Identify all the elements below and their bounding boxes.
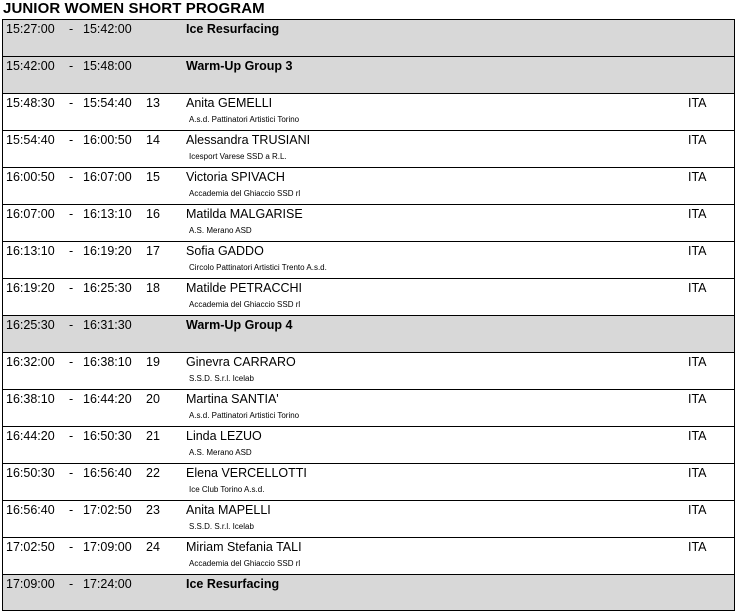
schedule-skater-row bbox=[2, 500, 735, 537]
end-time: 17:09:00 bbox=[83, 540, 132, 554]
end-time: 16:44:20 bbox=[83, 392, 132, 406]
schedule-break-row bbox=[2, 315, 735, 352]
club-name: Ice Club Torino A.s.d. bbox=[189, 485, 265, 494]
schedule-skater-row bbox=[2, 278, 735, 315]
time-separator: - bbox=[69, 429, 74, 443]
skater-name: Elena VERCELLOTTI bbox=[186, 466, 307, 480]
nation-code: ITA bbox=[688, 429, 707, 443]
club-name: Icesport Varese SSD a R.L. bbox=[189, 152, 287, 161]
end-time: 17:02:50 bbox=[83, 503, 132, 517]
time-separator: - bbox=[69, 96, 74, 110]
start-time: 16:25:30 bbox=[6, 318, 55, 332]
club-name: S.S.D. S.r.l. Icelab bbox=[189, 374, 254, 383]
skater-name: Martina SANTIA' bbox=[186, 392, 279, 406]
end-time: 16:50:30 bbox=[83, 429, 132, 443]
end-time: 16:38:10 bbox=[83, 355, 132, 369]
schedule-skater-row bbox=[2, 93, 735, 130]
skater-name: Anita MAPELLI bbox=[186, 503, 271, 517]
start-time: 17:09:00 bbox=[6, 577, 55, 591]
nation-code: ITA bbox=[688, 392, 707, 406]
event-label: Ice Resurfacing bbox=[186, 577, 280, 591]
end-time: 15:54:40 bbox=[83, 96, 132, 110]
schedule-skater-row bbox=[2, 204, 735, 241]
nation-code: ITA bbox=[688, 207, 707, 221]
starting-number: 23 bbox=[146, 503, 160, 517]
start-time: 16:38:10 bbox=[6, 392, 55, 406]
schedule-skater-row bbox=[2, 241, 735, 278]
nation-code: ITA bbox=[688, 170, 707, 184]
skater-name: Matilda MALGARISE bbox=[186, 207, 303, 221]
time-separator: - bbox=[69, 355, 74, 369]
start-time: 16:56:40 bbox=[6, 503, 55, 517]
time-separator: - bbox=[69, 133, 74, 147]
skater-name: Anita GEMELLI bbox=[186, 96, 273, 110]
schedule-skater-row bbox=[2, 167, 735, 204]
schedule-break-row bbox=[2, 56, 735, 93]
event-label: Warm-Up Group 4 bbox=[186, 318, 293, 332]
schedule-skater-row bbox=[2, 426, 735, 463]
club-name: A.s.d. Pattinatori Artistici Torino bbox=[189, 411, 300, 420]
starting-number: 16 bbox=[146, 207, 160, 221]
event-label: Ice Resurfacing bbox=[186, 22, 280, 36]
starting-number: 15 bbox=[146, 170, 160, 184]
club-name: Circolo Pattinatori Artistici Trento A.s.d. bbox=[189, 263, 327, 272]
end-time: 15:48:00 bbox=[83, 59, 132, 73]
club-name: S.S.D. S.r.l. Icelab bbox=[189, 522, 254, 531]
end-time: 16:25:30 bbox=[83, 281, 132, 295]
starting-number: 13 bbox=[146, 96, 160, 110]
start-time: 15:27:00 bbox=[6, 22, 55, 36]
time-separator: - bbox=[69, 207, 74, 221]
starting-number: 24 bbox=[146, 540, 160, 554]
nation-code: ITA bbox=[688, 281, 707, 295]
end-time: 16:56:40 bbox=[83, 466, 132, 480]
start-time: 15:42:00 bbox=[6, 59, 55, 73]
skater-name: Ginevra CARRARO bbox=[186, 355, 296, 369]
schedule-skater-row bbox=[2, 389, 735, 426]
starting-number: 21 bbox=[146, 429, 160, 443]
end-time: 17:24:00 bbox=[83, 577, 132, 591]
time-separator: - bbox=[69, 540, 74, 554]
schedule-skater-row bbox=[2, 537, 735, 574]
start-time: 16:13:10 bbox=[6, 244, 55, 258]
time-separator: - bbox=[69, 281, 74, 295]
skater-name: Sofia GADDO bbox=[186, 244, 264, 258]
starting-number: 18 bbox=[146, 281, 160, 295]
end-time: 16:07:00 bbox=[83, 170, 132, 184]
skater-name: Victoria SPIVACH bbox=[186, 170, 285, 184]
nation-code: ITA bbox=[688, 133, 707, 147]
start-time: 16:44:20 bbox=[6, 429, 55, 443]
nation-code: ITA bbox=[688, 355, 707, 369]
start-time: 16:00:50 bbox=[6, 170, 55, 184]
start-time: 16:32:00 bbox=[6, 355, 55, 369]
schedule-break-row bbox=[2, 574, 735, 611]
time-separator: - bbox=[69, 503, 74, 517]
schedule-break-row bbox=[2, 19, 735, 56]
event-label: Warm-Up Group 3 bbox=[186, 59, 293, 73]
skater-name: Linda LEZUO bbox=[186, 429, 262, 443]
schedule-skater-row bbox=[2, 463, 735, 500]
nation-code: ITA bbox=[688, 540, 707, 554]
club-name: Accademia del Ghiaccio SSD rl bbox=[189, 189, 301, 198]
starting-number: 22 bbox=[146, 466, 160, 480]
time-separator: - bbox=[69, 244, 74, 258]
time-separator: - bbox=[69, 577, 74, 591]
start-time: 16:19:20 bbox=[6, 281, 55, 295]
start-time: 16:07:00 bbox=[6, 207, 55, 221]
end-time: 16:31:30 bbox=[83, 318, 132, 332]
nation-code: ITA bbox=[688, 503, 707, 517]
time-separator: - bbox=[69, 59, 74, 73]
nation-code: ITA bbox=[688, 466, 707, 480]
end-time: 16:19:20 bbox=[83, 244, 132, 258]
time-separator: - bbox=[69, 170, 74, 184]
nation-code: ITA bbox=[688, 244, 707, 258]
club-name: Accademia del Ghiaccio SSD rl bbox=[189, 559, 301, 568]
club-name: A.s.d. Pattinatori Artistici Torino bbox=[189, 115, 300, 124]
schedule-skater-row bbox=[2, 130, 735, 167]
starting-number: 19 bbox=[146, 355, 160, 369]
time-separator: - bbox=[69, 22, 74, 36]
club-name: Accademia del Ghiaccio SSD rl bbox=[189, 300, 301, 309]
start-time: 16:50:30 bbox=[6, 466, 55, 480]
end-time: 15:42:00 bbox=[83, 22, 132, 36]
starting-number: 14 bbox=[146, 133, 160, 147]
skater-name: Miriam Stefania TALI bbox=[186, 540, 302, 554]
starting-number: 20 bbox=[146, 392, 160, 406]
end-time: 16:13:10 bbox=[83, 207, 132, 221]
skater-name: Alessandra TRUSIANI bbox=[186, 133, 311, 147]
start-time: 17:02:50 bbox=[6, 540, 55, 554]
time-separator: - bbox=[69, 318, 74, 332]
nation-code: ITA bbox=[688, 96, 707, 110]
schedule-skater-row bbox=[2, 352, 735, 389]
club-name: A.S. Merano ASD bbox=[189, 448, 252, 457]
page-title: JUNIOR WOMEN SHORT PROGRAM bbox=[3, 0, 265, 17]
start-time: 15:48:30 bbox=[6, 96, 55, 110]
end-time: 16:00:50 bbox=[83, 133, 132, 147]
time-separator: - bbox=[69, 392, 74, 406]
schedule-table bbox=[2, 19, 735, 611]
club-name: A.S. Merano ASD bbox=[189, 226, 252, 235]
starting-number: 17 bbox=[146, 244, 160, 258]
start-time: 15:54:40 bbox=[6, 133, 55, 147]
time-separator: - bbox=[69, 466, 74, 480]
skater-name: Matilde PETRACCHI bbox=[186, 281, 302, 295]
